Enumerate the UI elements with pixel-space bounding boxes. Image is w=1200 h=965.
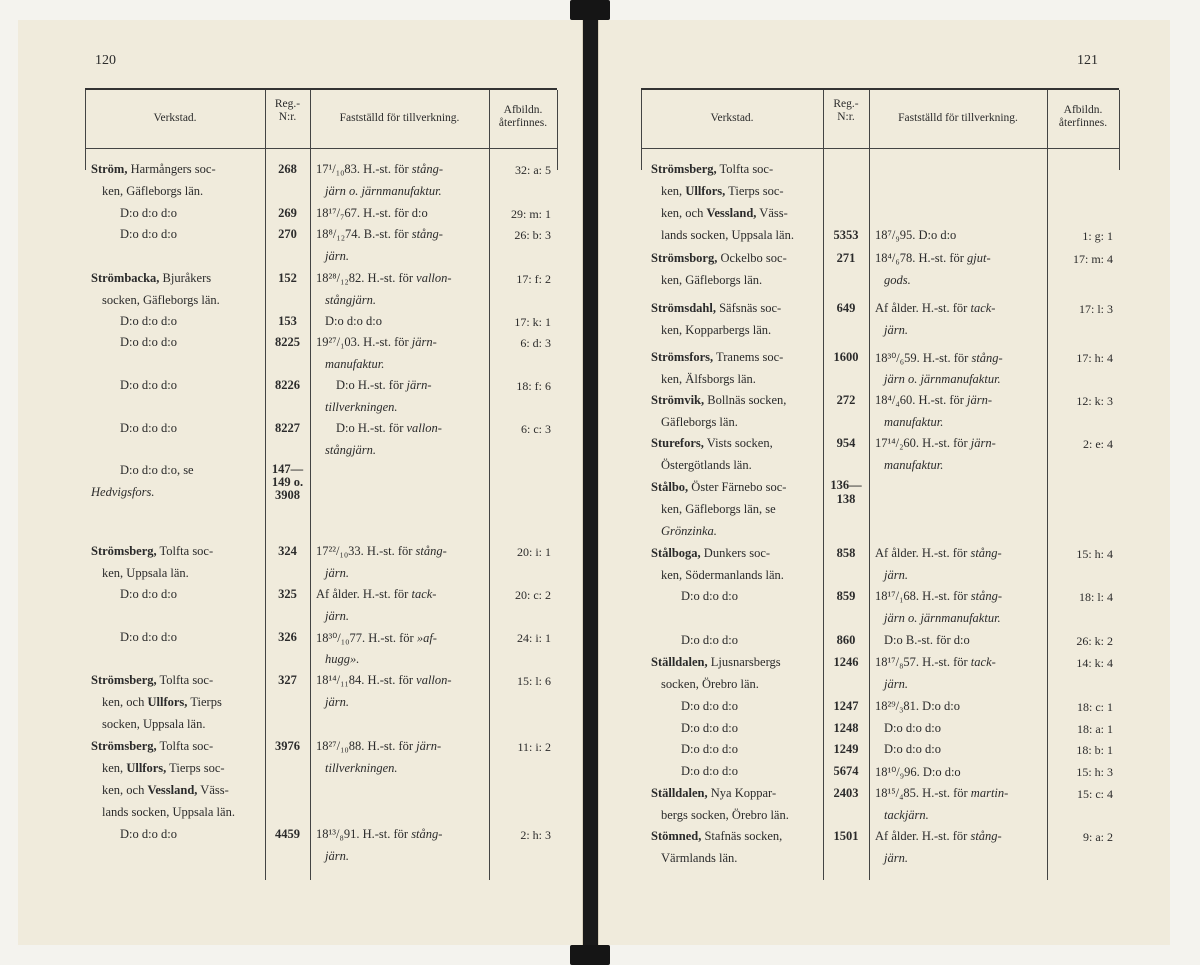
afbildn-ref: 15: h: 4 — [1076, 547, 1113, 561]
afbildn-ref: 6: d: 3 — [520, 336, 551, 350]
fast-text: tillverkningen. — [325, 400, 398, 414]
reg-number: 3976 — [275, 739, 300, 753]
reg-number: 325 — [278, 587, 297, 601]
entry-location: lands socken, Uppsala län. — [102, 805, 235, 819]
fast-text: järn. — [325, 849, 349, 863]
fast-text: 18³⁰/₁₀77. H.-st. för »af- — [316, 631, 437, 645]
entry-location: Värmlands län. — [661, 851, 738, 865]
reg-number: 1246 — [833, 655, 859, 669]
header-faststalld: Fastställd för tillverkning. — [339, 112, 460, 124]
entry-name: Stömned, Stafnäs socken, — [651, 829, 783, 843]
header-verkstad: Verkstad. — [153, 112, 197, 124]
entry-name: Ström, Harmångers soc- — [91, 162, 216, 176]
afbildn-ref: 14: k: 4 — [1076, 656, 1113, 670]
entry-ditto: D:o d:o d:o — [681, 633, 738, 647]
entry-location: ken, Ullfors, Tierps soc- — [102, 761, 225, 775]
entry-name: Ställdalen, Ljusnarsbergs — [651, 655, 781, 669]
fast-text: 18⁷/₉95. D:o d:o — [875, 228, 957, 242]
fast-text: 18¹³/₈91. H.-st. för stång- — [316, 827, 443, 841]
entry-ditto: D:o d:o d:o — [120, 587, 177, 601]
afbildn-ref: 6: c: 3 — [521, 422, 551, 436]
afbildn-ref: 29: m: 1 — [510, 207, 551, 221]
reg-number-range: 136— 138 — [830, 478, 862, 506]
header-afbildn-2: återfinnes. — [498, 117, 548, 129]
entry-name: Strömsborg, Ockelbo soc- — [651, 251, 787, 265]
entry-name: Strömsberg, Tolfta soc- — [91, 739, 214, 753]
fast-text: 18³⁰/₆59. H.-st. för stång- — [875, 351, 1003, 365]
entry-location: ken, och Ullfors, Tierps — [102, 695, 222, 709]
entry-name: Strömsberg, Tolfta soc- — [651, 162, 774, 176]
fast-text: 18²⁹/₃81. D:o d:o — [875, 699, 961, 713]
entry-ditto: D:o d:o d:o — [120, 421, 177, 435]
fast-text: Af ålder. H.-st. för tack- — [316, 587, 437, 601]
reg-number: 1248 — [833, 721, 859, 735]
entry-ditto: D:o d:o d:o — [681, 764, 738, 778]
col-border — [1047, 90, 1048, 880]
right-page — [598, 20, 1170, 945]
reg-number: 271 — [836, 251, 856, 265]
entry-name: Strömbacka, Bjuråkers — [91, 271, 212, 285]
entry-reference: Grönzinka. — [661, 524, 717, 538]
entry-location: ken, Gäfleborgs län, se — [661, 502, 776, 516]
fast-text: 17²²/₁₀33. H.-st. för stång- — [316, 544, 447, 558]
header-afbildn-1: Afbildn. — [1063, 104, 1103, 116]
afbildn-ref: 20: c: 2 — [515, 588, 551, 602]
reg-number: 954 — [836, 436, 856, 450]
afbildn-ref: 9: a: 2 — [1083, 830, 1113, 844]
afbildn-ref: 18: a: 1 — [1077, 722, 1113, 736]
book-gutter — [583, 0, 598, 965]
fast-text: tackjärn. — [884, 808, 929, 822]
reg-number: 5353 — [833, 228, 859, 242]
afbildn-ref: 17: f: 2 — [516, 272, 551, 286]
afbildn-ref: 15: c: 4 — [1077, 787, 1113, 801]
entry-location: ken, Kopparbergs län. — [661, 323, 772, 337]
entry-ditto: D:o d:o d:o — [120, 206, 177, 220]
reg-number: 153 — [278, 314, 297, 328]
entry-ditto: D:o d:o d:o — [120, 630, 177, 644]
afbildn-ref: 11: i: 2 — [517, 740, 551, 754]
reg-number: 8227 — [275, 421, 300, 435]
header-afbildn-2: återfinnes. — [1058, 117, 1108, 129]
fast-text: D:o d:o d:o — [884, 742, 941, 756]
left-page — [18, 20, 583, 945]
entry-location: Östergötlands län. — [661, 458, 752, 472]
reg-number: 1600 — [833, 350, 859, 364]
fast-text: 17¹⁴/₂60. H.-st. för järn- — [875, 436, 996, 450]
fast-text: 18⁴/₄60. H.-st. för järn- — [875, 393, 993, 407]
entry-location: ken, Ullfors, Tierps soc- — [661, 184, 784, 198]
reg-number: 2403 — [833, 786, 859, 800]
fast-text: järn. — [884, 568, 908, 582]
fast-text: järn. — [884, 323, 908, 337]
page-number-right: 121 — [1077, 53, 1098, 68]
fast-text: 18²⁷/₁₀88. H.-st. för järn- — [316, 739, 442, 753]
gutter-clip-top — [570, 0, 610, 20]
fast-text: järn. — [325, 609, 349, 623]
reg-number: 327 — [278, 673, 297, 687]
header-reg-2: N:r. — [837, 111, 855, 123]
afbildn-ref: 18: l: 4 — [1078, 590, 1113, 604]
fast-text: 18¹⁵/₄85. H.-st. för martin- — [875, 786, 1009, 800]
reg-number: 269 — [278, 206, 297, 220]
reg-number: 8225 — [275, 335, 300, 349]
afbildn-ref: 12: k: 3 — [1076, 394, 1113, 408]
fast-text: järn. — [884, 851, 908, 865]
header-reg-1: Reg.- — [274, 98, 301, 110]
entry-ditto: D:o d:o d:o — [120, 378, 177, 392]
col-border — [557, 90, 558, 170]
fast-text: 18¹⁷/₈57. H.-st. för tack- — [875, 655, 996, 669]
fast-text: 18²⁸/₁₂82. H.-st. för vallon- — [316, 271, 452, 285]
header-reg-2: N:r. — [278, 111, 297, 123]
entry-location: ken, och Vessland, Väss- — [102, 783, 229, 797]
fast-text: järn o. järnmanufaktur. — [884, 611, 1001, 625]
fast-text: järn. — [325, 249, 349, 263]
fast-text: 18¹⁴/₁₁84. H.-st. för vallon- — [316, 673, 452, 687]
afbildn-ref: 18: f: 6 — [516, 379, 551, 393]
fast-text: 18¹⁰/₉96. D:o d:o — [875, 765, 961, 779]
entry-name: Strömsdahl, Säfsnäs soc- — [651, 301, 782, 315]
fast-text: manufaktur. — [884, 415, 944, 429]
header-faststalld: Fastställd för tillverkning. — [898, 112, 1018, 124]
entry-location: socken, Uppsala län. — [102, 717, 206, 731]
afbildn-ref: 20: i: 1 — [516, 545, 551, 559]
col-border — [869, 90, 870, 880]
entry-reference: Hedvigsfors. — [91, 485, 155, 499]
reg-number: 860 — [836, 633, 856, 647]
entry-location: Gäfleborgs län. — [661, 415, 738, 429]
fast-text: 18⁴/₆78. H.-st. för gjut- — [875, 251, 991, 265]
fast-text: D:o d:o d:o — [325, 314, 382, 328]
entry-name: Stålboga, Dunkers soc- — [651, 546, 771, 560]
fast-text: D:o H.-st. för vallon- — [336, 421, 442, 435]
entry-location: ken, Älfsborgs län. — [661, 372, 756, 386]
entry-location: lands socken, Uppsala län. — [661, 228, 794, 242]
col-border — [641, 90, 642, 170]
afbildn-ref: 26: b: 3 — [514, 228, 551, 242]
afbildn-ref: 17: h: 4 — [1076, 351, 1113, 365]
fast-text: järn o. järnmanufaktur. — [325, 184, 442, 198]
afbildn-ref: 18: c: 1 — [1077, 700, 1113, 714]
entry-ditto: D:o d:o d:o — [120, 314, 177, 328]
afbildn-ref: 1: g: 1 — [1082, 229, 1113, 243]
fast-text: manufaktur. — [884, 458, 944, 472]
page-number-left: 120 — [95, 53, 116, 68]
entry-location: bergs socken, Örebro län. — [661, 808, 789, 822]
fast-text: järn. — [325, 695, 349, 709]
entry-location: ken, Uppsala län. — [102, 566, 189, 580]
fast-text: järn. — [884, 677, 908, 691]
entry-location: ken, Gäfleborgs län. — [661, 273, 763, 287]
col-border — [85, 90, 86, 170]
entry-location: socken, Örebro län. — [661, 677, 759, 691]
entry-name: Stålbo, Öster Färnebo soc- — [651, 480, 787, 494]
fast-text: 17¹/₁₀83. H.-st. för stång- — [316, 162, 444, 176]
afbildn-ref: 32: a: 5 — [515, 163, 551, 177]
entry-location: ken, Södermanlands län. — [661, 568, 784, 582]
entry-name: Strömsberg, Tolfta soc- — [91, 673, 214, 687]
header-reg-1: Reg.- — [833, 98, 859, 110]
header-rule — [85, 148, 557, 149]
entry-name: Sturefors, Vists socken, — [651, 436, 773, 450]
fast-text: stångjärn. — [325, 293, 377, 307]
fast-text: D:o B.-st. för d:o — [884, 633, 970, 647]
fast-text: Af ålder. H.-st. för stång- — [875, 829, 1002, 843]
reg-number: 270 — [278, 227, 297, 241]
fast-text: stångjärn. — [325, 443, 377, 457]
fast-text: hugg». — [325, 652, 360, 666]
afbildn-ref: 17: m: 4 — [1072, 252, 1113, 266]
reg-number: 268 — [278, 162, 297, 176]
reg-number: 858 — [836, 546, 856, 560]
reg-number: 152 — [278, 271, 297, 285]
reg-number-range: 147— 149 o. 3908 — [271, 462, 304, 502]
fast-text: 18¹⁷/₁68. H.-st. för stång- — [875, 589, 1003, 603]
fast-text: 19²⁷/₁03. H.-st. för järn- — [316, 335, 437, 349]
entry-name: Strömsberg, Tolfta soc- — [91, 544, 214, 558]
fast-text: gods. — [884, 273, 911, 287]
entry-location: socken, Gäfleborgs län. — [102, 293, 220, 307]
entry-ditto: D:o d:o d:o — [120, 335, 177, 349]
afbildn-ref: 17: k: 1 — [514, 315, 551, 329]
reg-number: 649 — [836, 301, 856, 315]
reg-number: 1247 — [833, 699, 859, 713]
afbildn-ref: 17: l: 3 — [1078, 302, 1113, 316]
reg-number: 324 — [278, 544, 297, 558]
afbildn-ref: 18: b: 1 — [1076, 743, 1113, 757]
entry-ditto: D:o d:o d:o — [681, 699, 738, 713]
afbildn-ref: 26: k: 2 — [1076, 634, 1113, 648]
header-verkstad: Verkstad. — [710, 112, 754, 124]
fast-text: manufaktur. — [325, 357, 385, 371]
reg-number: 5674 — [833, 764, 859, 778]
entry-name: Strömvik, Bollnäs socken, — [651, 393, 787, 407]
col-border — [1119, 90, 1120, 170]
reg-number: 859 — [836, 589, 856, 603]
fast-text: Af ålder. H.-st. för tack- — [875, 301, 996, 315]
afbildn-ref: 15: h: 3 — [1076, 765, 1113, 779]
entry-ditto: D:o d:o d:o, se — [120, 463, 194, 477]
reg-number: 8226 — [275, 378, 300, 392]
afbildn-ref: 15: l: 6 — [516, 674, 551, 688]
fast-text: järn o. järnmanufaktur. — [884, 372, 1001, 386]
reg-number: 4459 — [275, 827, 300, 841]
reg-number: 326 — [278, 630, 297, 644]
entry-ditto: D:o d:o d:o — [120, 227, 177, 241]
entry-ditto: D:o d:o d:o — [120, 827, 177, 841]
fast-text: Af ålder. H.-st. för stång- — [875, 546, 1002, 560]
entry-location: ken, Gäfleborgs län. — [102, 184, 204, 198]
fast-text: D:o d:o d:o — [884, 721, 941, 735]
entry-location: ken, och Vessland, Väss- — [661, 206, 788, 220]
fast-text: 18⁸/₁₂74. B.-st. för stång- — [316, 227, 443, 241]
entry-name: Strömsfors, Tranems soc- — [651, 350, 784, 364]
reg-number: 272 — [836, 393, 856, 407]
entry-ditto: D:o d:o d:o — [681, 589, 738, 603]
header-afbildn-1: Afbildn. — [503, 104, 543, 116]
col-border — [310, 90, 311, 880]
entry-ditto: D:o d:o d:o — [681, 721, 738, 735]
fast-text: D:o H.-st. för järn- — [336, 378, 432, 392]
reg-number: 1501 — [833, 829, 859, 843]
reg-number: 1249 — [833, 742, 859, 756]
entry-name: Ställdalen, Nya Koppar- — [651, 786, 777, 800]
top-rule — [85, 88, 557, 90]
afbildn-ref: 24: i: 1 — [516, 631, 551, 645]
fast-text: järn. — [325, 566, 349, 580]
fast-text: tillverkningen. — [325, 761, 398, 775]
fast-text: 18¹⁷/₇67. H.-st. för d:o — [316, 206, 428, 220]
afbildn-ref: 2: e: 4 — [1083, 437, 1113, 451]
gutter-clip-bottom — [570, 945, 610, 965]
afbildn-ref: 2: h: 3 — [520, 828, 551, 842]
entry-ditto: D:o d:o d:o — [681, 742, 738, 756]
